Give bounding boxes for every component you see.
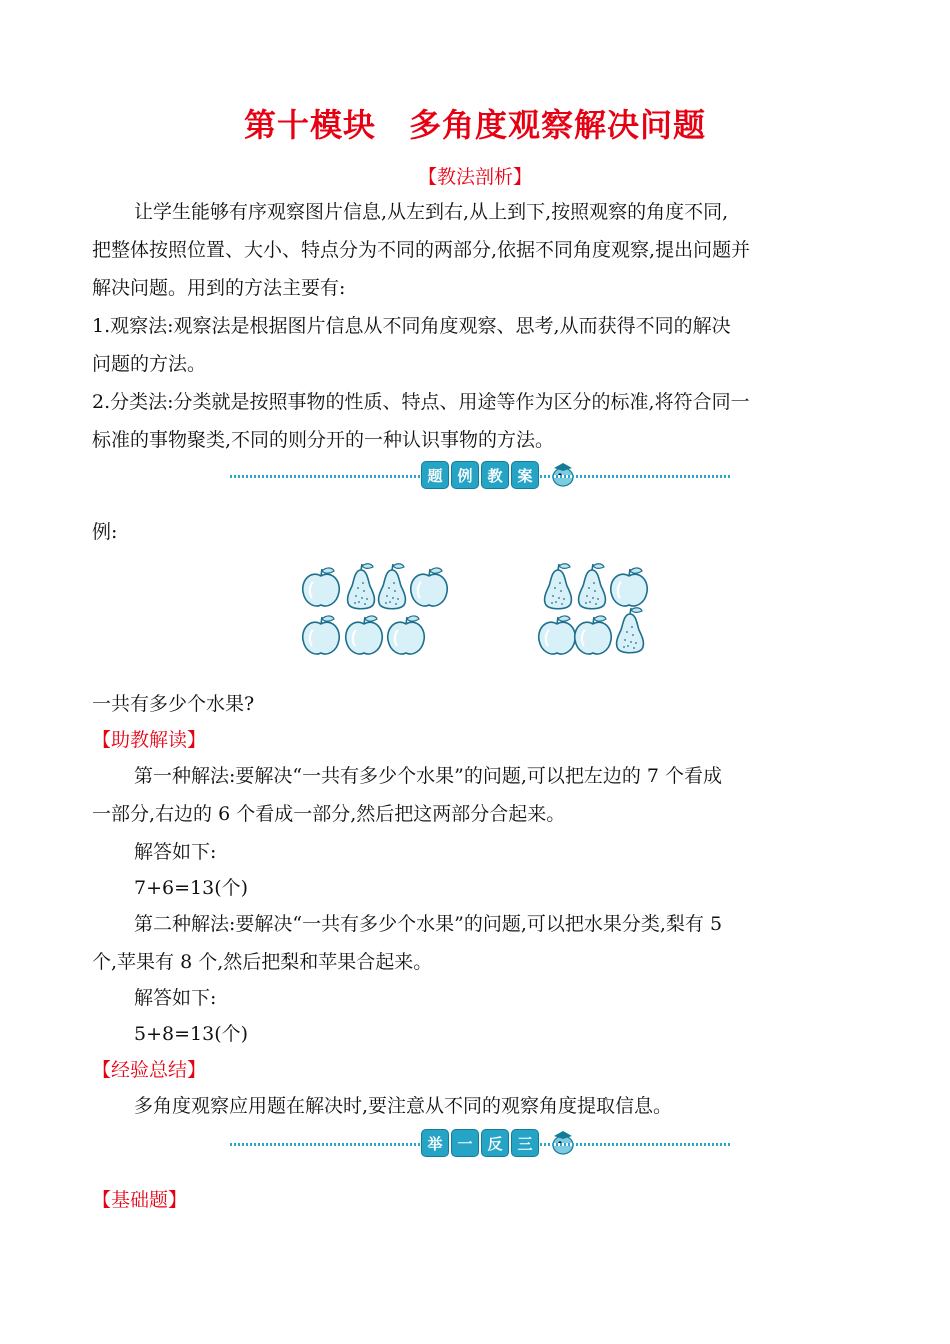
pear-icon — [579, 564, 606, 609]
pear-icon — [348, 564, 375, 609]
section-heading-summary: 【经验总结】 — [92, 1059, 207, 1081]
banner-practice — [230, 1127, 730, 1161]
solution1-line-2: 一部分,右边的 6 个看成一部分,然后把这两部分合起来。 — [92, 803, 566, 825]
cartoon-bird-icon — [550, 459, 576, 489]
banner-char: 例 — [451, 461, 479, 489]
method1-line-1: 1.观察法:观察法是根据图片信息从不同角度观察、思考,从而获得不同的解决 — [92, 315, 731, 337]
page-title: 第十模块 多角度观察解决问题 — [243, 106, 706, 144]
method2-line-2: 标准的事物聚类,不同的则分开的一种认识事物的方法。 — [92, 429, 555, 451]
section-heading-help: 【助教解读】 — [92, 729, 207, 751]
answer-label-2: 解答如下: — [134, 987, 217, 1009]
banner-char: 一 — [451, 1129, 479, 1157]
banner-char: 举 — [421, 1129, 449, 1157]
summary-text: 多角度观察应用题在解决时,要注意从不同的观察角度提取信息。 — [134, 1095, 673, 1117]
section-heading-analysis: 【教法剖析】 — [417, 166, 532, 188]
banner-char: 案 — [511, 461, 539, 489]
apple-icon — [611, 568, 648, 606]
answer-label-1: 解答如下: — [134, 841, 217, 863]
fruit-illustration — [0, 562, 950, 662]
banner-rule-right — [540, 475, 730, 478]
banner-rule-right — [540, 1143, 730, 1146]
solution1-line-1: 第一种解法:要解决“一共有多少个水果”的问题,可以把左边的 7 个看成 — [134, 765, 723, 787]
solution2-line-1: 第二种解法:要解决“一共有多少个水果”的问题,可以把水果分类,梨有 5 — [134, 913, 723, 935]
method2-line-1: 2.分类法:分类就是按照事物的性质、特点、用途等作为区分的标准,将符合同一 — [92, 391, 750, 413]
method1-line-2: 问题的方法。 — [92, 353, 207, 375]
intro-line-1: 让学生能够有序观察图片信息,从左到右,从上到下,按照观察的角度不同, — [134, 201, 729, 223]
example-label: 例: — [92, 521, 118, 543]
apple-icon — [346, 616, 383, 654]
pear-icon — [617, 608, 644, 653]
equation-2: 5+8=13(个) — [134, 1023, 249, 1045]
left-fruit-group — [303, 564, 448, 654]
solution2-line-2: 个,苹果有 8 个,然后把梨和苹果合起来。 — [92, 951, 433, 973]
equation-1: 7+6=13(个) — [134, 877, 249, 899]
pear-icon — [379, 564, 406, 609]
question: 一共有多少个水果? — [92, 693, 255, 715]
banner-char: 反 — [481, 1129, 509, 1157]
banner-example-teaching — [230, 459, 730, 493]
apple-icon — [411, 568, 448, 606]
banner-rule-left — [230, 1143, 420, 1146]
apple-icon — [575, 616, 612, 654]
banner-char: 题 — [421, 461, 449, 489]
apple-icon — [303, 616, 340, 654]
apple-icon — [303, 568, 340, 606]
right-fruit-group — [539, 564, 648, 654]
apple-icon — [539, 616, 576, 654]
apple-icon — [388, 616, 425, 654]
pear-icon — [545, 564, 572, 609]
cartoon-bird-icon — [550, 1127, 576, 1157]
intro-line-3: 解决问题。用到的方法主要有: — [92, 277, 346, 299]
banner-rule-left — [230, 475, 420, 478]
intro-line-2: 把整体按照位置、大小、特点分为不同的两部分,依据不同角度观察,提出问题并 — [92, 239, 751, 261]
section-heading-basic: 【基础题】 — [92, 1189, 188, 1211]
banner-char: 教 — [481, 461, 509, 489]
banner-char: 三 — [511, 1129, 539, 1157]
